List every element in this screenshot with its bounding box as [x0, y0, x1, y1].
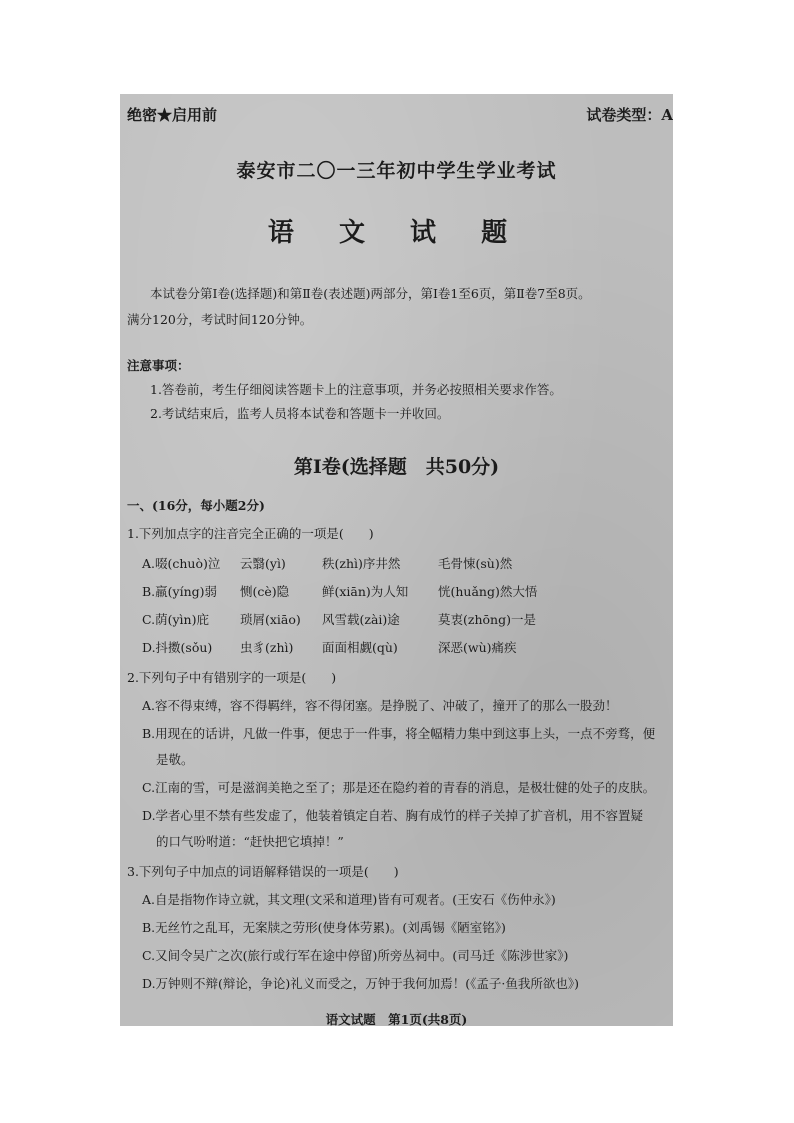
- question-3-stem: 3.下列句子中加点的词语解释错误的一项是( ): [127, 864, 399, 879]
- intro-line-1: 本试卷分第Ⅰ卷(选择题)和第Ⅱ卷(表述题)两部分，第Ⅰ卷1至6页，第Ⅱ卷7至8页。: [150, 286, 591, 301]
- q1-option-d-word-2: 虫豸(zhì): [240, 640, 294, 655]
- exam-paper: [120, 94, 673, 1026]
- exam-title: 泰安市二〇一三年初中学生学业考试: [236, 160, 557, 182]
- question-2-stem: 2.下列句子中有错别字的一项是( ): [127, 670, 337, 685]
- q3-option-b: B.无丝竹之乱耳，无案牍之劳形(使身体劳累)。(刘禹锡《陋室铭》): [142, 920, 506, 935]
- notes-heading: 注意事项：: [127, 358, 190, 373]
- q2-option-d: D.学者心里不禁有些发虚了，他装着镇定自若、胸有成竹的样子关掉了扩音机，用不容置疑: [142, 808, 644, 823]
- q1-option-a-word-2: 云翳(yì): [240, 556, 286, 571]
- q1-option-b-word-2: 恻(cè)隐: [240, 584, 290, 599]
- q3-option-d: D.万钟则不辩(辩论，争论)礼义而受之，万钟于我何加焉！(《孟子·鱼我所欲也》): [142, 976, 580, 991]
- q1-option-d-word-3: 面面相觑(qù): [322, 640, 398, 655]
- note-item: 2.考试结束后，监考人员将本试卷和答题卡一并收回。: [150, 406, 450, 421]
- paper-type-label: 试卷类型：A: [586, 106, 673, 124]
- q1-option-d: D.抖擞(sǒu): [142, 640, 213, 655]
- q2-option-b-continued: 是敬。: [156, 752, 194, 767]
- q1-option-c: C.荫(yìn)庇: [142, 612, 209, 627]
- q1-option-c-word-4: 莫衷(zhōng)一是: [438, 612, 536, 627]
- q1-option-a: A.啜(chuò)泣: [142, 556, 221, 571]
- part-one-heading: 一、(16分，每小题2分): [127, 498, 265, 513]
- q1-option-c-word-2: 琐屑(xiāo): [240, 612, 301, 627]
- section-title: 第Ⅰ卷(选择题 共50分): [293, 456, 500, 478]
- page-footer: 语文试题 第1页(共8页): [325, 1012, 468, 1026]
- q2-option-a: A.容不得束缚，容不得羁绊，容不得闭塞。是挣脱了、冲破了，撞开了的那么一股劲！: [142, 698, 618, 713]
- q1-option-a-word-4: 毛骨悚(sù)然: [438, 556, 513, 571]
- subject-title: 语 文 试 题: [267, 218, 526, 248]
- q1-option-b-word-4: 恍(huǎng)然大悟: [438, 584, 538, 599]
- q1-option-a-word-3: 秩(zhì)序井然: [322, 556, 401, 571]
- note-item: 1.答卷前，考生仔细阅读答题卡上的注意事项，并务必按照相关要求作答。: [150, 382, 562, 397]
- q2-option-b: B.用现在的话讲，凡做一件事，便忠于一件事，将全幅精力集中到这事上头，一点不旁骛，便: [142, 726, 656, 741]
- q1-option-b-word-3: 鲜(xiān)为人知: [322, 584, 409, 599]
- confidential-label: 绝密★启用前: [127, 106, 218, 124]
- q3-option-a: A.自是指物作诗立就，其文理(文采和道理)皆有可观者。(王安石《伤仲永》): [142, 892, 556, 907]
- q1-option-d-word-4: 深恶(wù)痛疾: [438, 640, 517, 655]
- intro-line-2: 满分120分，考试时间120分钟。: [127, 312, 313, 327]
- q1-option-b: B.羸(yíng)弱: [142, 584, 218, 599]
- q1-option-c-word-3: 风雪载(zài)途: [322, 612, 400, 627]
- question-1-stem: 1.下列加点字的注音完全正确的一项是( ): [127, 526, 374, 541]
- q3-option-c: C.又间令吴广之次(旅行或行军在途中停留)所旁丛祠中。(司马迁《陈涉世家》): [142, 948, 569, 963]
- q2-option-c: C.江南的雪，可是滋润美艳之至了；那是还在隐约着的青春的消息，是极壮健的处子的皮肤。: [142, 780, 656, 795]
- q2-option-d-continued: 的口气吩咐道：“赶快把它填掉！”: [156, 834, 344, 849]
